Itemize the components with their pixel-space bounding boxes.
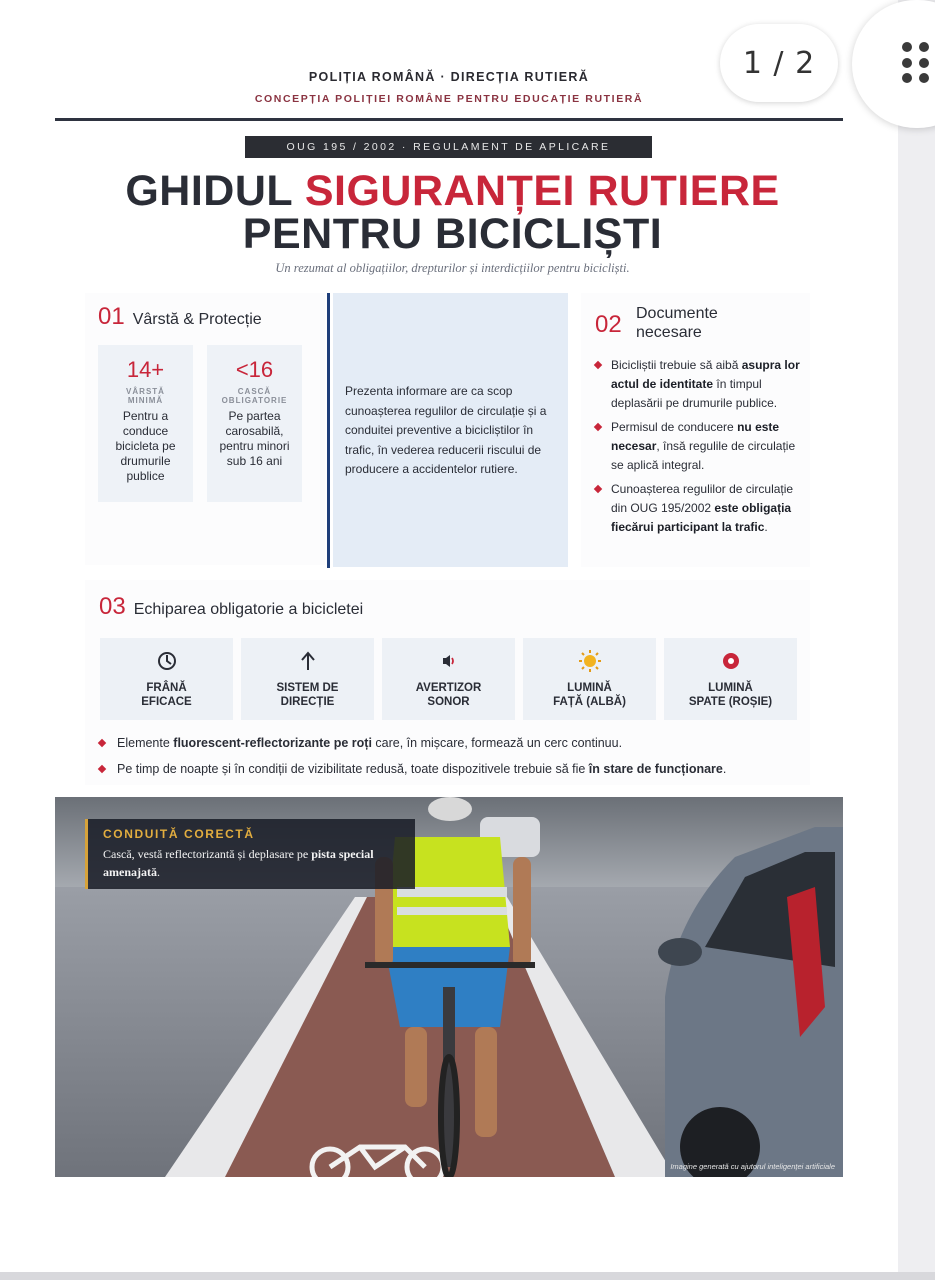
equipment-label-line1: AVERTIZOR bbox=[415, 682, 482, 694]
bullet-text: . bbox=[722, 762, 727, 776]
ai-generated-note: Imagine generată cu ajutorul inteligenței artificiale bbox=[670, 1162, 835, 1171]
section-01-header bbox=[98, 303, 262, 331]
list-item bbox=[595, 356, 801, 413]
page-title-line2: PENTRU BICICLIȘTI bbox=[242, 210, 663, 258]
intro-panel bbox=[333, 293, 568, 567]
equipment-label bbox=[100, 681, 233, 709]
list-item bbox=[99, 734, 799, 752]
section-number: 03 bbox=[99, 593, 126, 620]
bottom-scroll-edge bbox=[0, 1272, 935, 1280]
bullet-bold: nu este necesar bbox=[611, 420, 780, 453]
equipment-label-line2: SONOR bbox=[427, 696, 470, 708]
bullet-diamond-icon bbox=[98, 765, 106, 773]
equipment-label bbox=[523, 681, 656, 709]
red-light-icon bbox=[664, 650, 797, 672]
page-title-line1 bbox=[55, 166, 850, 216]
caption-text-part: . bbox=[157, 865, 160, 879]
section-age-protection bbox=[85, 293, 325, 565]
section-title: Vârstă & Protecție bbox=[132, 311, 262, 328]
bullet-diamond-icon bbox=[594, 423, 602, 431]
equipment-front-light bbox=[523, 638, 656, 720]
page-subtitle: Un rezumat al obligațiilor, drepturilor și interdicțiilor pentru bicicliști. bbox=[275, 261, 630, 275]
equipment-brake bbox=[100, 638, 233, 720]
stat-description: Pentru a conduce bicicleta pe drumurile publice bbox=[115, 409, 176, 483]
equipment-steering bbox=[241, 638, 374, 720]
grid-dots-icon bbox=[902, 42, 932, 84]
section-equipment bbox=[85, 580, 810, 785]
section-title-line1: Documente bbox=[636, 305, 718, 322]
stat-value: 14+ bbox=[126, 357, 165, 382]
bullet-text: Cunoașterea regulilor de circulație din OUG 195/2002 bbox=[611, 482, 794, 515]
list-item bbox=[595, 480, 801, 537]
equipment-horn bbox=[382, 638, 515, 720]
arrow-up-icon bbox=[241, 650, 374, 672]
bullet-bold: fluorescent-reflectorizante pe roți bbox=[173, 736, 372, 750]
equipment-label bbox=[664, 681, 797, 709]
bullet-text: Elemente bbox=[117, 736, 174, 750]
stat-label-line1: CASCĂ bbox=[237, 387, 272, 396]
equipment-label-line1: LUMINĂ bbox=[708, 682, 753, 694]
list-item bbox=[99, 760, 799, 778]
bullet-diamond-icon bbox=[98, 739, 106, 747]
stat-min-age bbox=[98, 345, 193, 502]
sun-icon bbox=[523, 650, 656, 672]
equipment-label bbox=[241, 681, 374, 709]
caption-box bbox=[85, 819, 415, 889]
speaker-icon bbox=[382, 650, 515, 672]
equipment-label-line1: LUMINĂ bbox=[567, 682, 612, 694]
section-title: Echiparea obligatorie a bicicletei bbox=[133, 601, 364, 618]
stat-label-line1: VÂRSTĂ bbox=[126, 387, 165, 396]
stat-label-line2: MINIMĂ bbox=[127, 396, 164, 405]
section-03-header bbox=[99, 593, 363, 621]
section-number: 01 bbox=[98, 303, 125, 330]
stat-label-line2: OBLIGATORIE bbox=[221, 396, 288, 405]
organization-name: POLIȚIA ROMÂNĂ · DIRECȚIA RUTIERĂ bbox=[308, 70, 590, 84]
title-part-red: SIGURANȚEI RUTIERE bbox=[304, 167, 780, 215]
equipment-label-line2: FAȚĂ (ALBĂ) bbox=[553, 696, 626, 708]
title-part-dark: GHIDUL bbox=[125, 167, 305, 215]
section-title bbox=[636, 304, 718, 342]
equipment-label-line2: EFICACE bbox=[141, 696, 192, 708]
organization-subtitle: CONCEPȚIA POLIȚIEI ROMÂNE PENTRU EDUCAȚIE RUTIERĂ bbox=[254, 93, 644, 105]
stat-label bbox=[98, 387, 193, 405]
cyclist-photo bbox=[55, 797, 843, 1177]
bullet-text: . bbox=[764, 520, 768, 534]
caption-title: CONDUITĂ CORECTĂ bbox=[103, 827, 255, 841]
equipment-label-line2: DIRECȚIE bbox=[280, 696, 335, 708]
bullet-text: Pe timp de noapte și în condiții de vizibilitate redusă, toate dispozitivele trebuie să fie bbox=[117, 762, 589, 776]
equipment-label bbox=[382, 681, 515, 709]
bullet-bold: este obligația fiecărui participant la trafic bbox=[611, 501, 792, 534]
equipment-grid bbox=[100, 638, 797, 720]
vertical-divider bbox=[327, 293, 330, 568]
bullet-bold: asupra lor actul de identitate bbox=[611, 358, 800, 391]
bullet-text: Permisul de conducere bbox=[611, 420, 738, 434]
regulation-tag: OUG 195 / 2002 · REGULAMENT DE APLICARE bbox=[245, 136, 652, 158]
stat-value: <16 bbox=[235, 357, 274, 382]
caption-text bbox=[103, 845, 409, 881]
documents-list bbox=[595, 356, 801, 542]
header-divider bbox=[55, 118, 843, 121]
page-indicator: 1 / 2 bbox=[720, 24, 838, 102]
stat-label bbox=[207, 387, 302, 405]
intro-text: Prezenta informare are ca scop cunoașterea regulilor de circulație și a conduitei preventive a bicicliștilor în trafic, în vederea reducerii riscului de producere a accidentelor rutiere. bbox=[345, 384, 547, 476]
equipment-label-line1: FRÂNĂ bbox=[146, 682, 187, 694]
section-title-line2: necesare bbox=[636, 324, 702, 341]
bullet-text: Bicicliștii trebuie să aibă bbox=[611, 358, 742, 372]
bullet-text: care, în mișcare, formează un cerc continuu. bbox=[371, 736, 623, 750]
stat-helmet bbox=[207, 345, 302, 502]
brake-icon bbox=[100, 650, 233, 672]
bullet-text: în timpul deplasării pe drumurile publice. bbox=[611, 377, 778, 410]
list-item bbox=[595, 418, 801, 475]
stat-description: Pe partea carosabilă, pentru minori sub 16 ani bbox=[219, 409, 290, 468]
section-number: 02 bbox=[595, 311, 622, 338]
caption-text-part: Cască, vestă reflectorizantă și deplasare pe bbox=[103, 847, 312, 861]
bullet-text: , însă regulile de circulație se aplică integral. bbox=[611, 439, 796, 472]
equipment-notes bbox=[99, 734, 799, 786]
section-documents bbox=[581, 293, 810, 567]
bullet-diamond-icon bbox=[594, 485, 602, 493]
bullet-diamond-icon bbox=[594, 361, 602, 369]
bullet-bold: în stare de funcționare bbox=[588, 762, 723, 776]
equipment-label-line1: SISTEM DE bbox=[276, 682, 339, 694]
equipment-rear-light bbox=[664, 638, 797, 720]
caption-text-bold: pista special amenajată bbox=[103, 847, 374, 879]
equipment-label-line2: SPATE (ROȘIE) bbox=[688, 696, 773, 708]
